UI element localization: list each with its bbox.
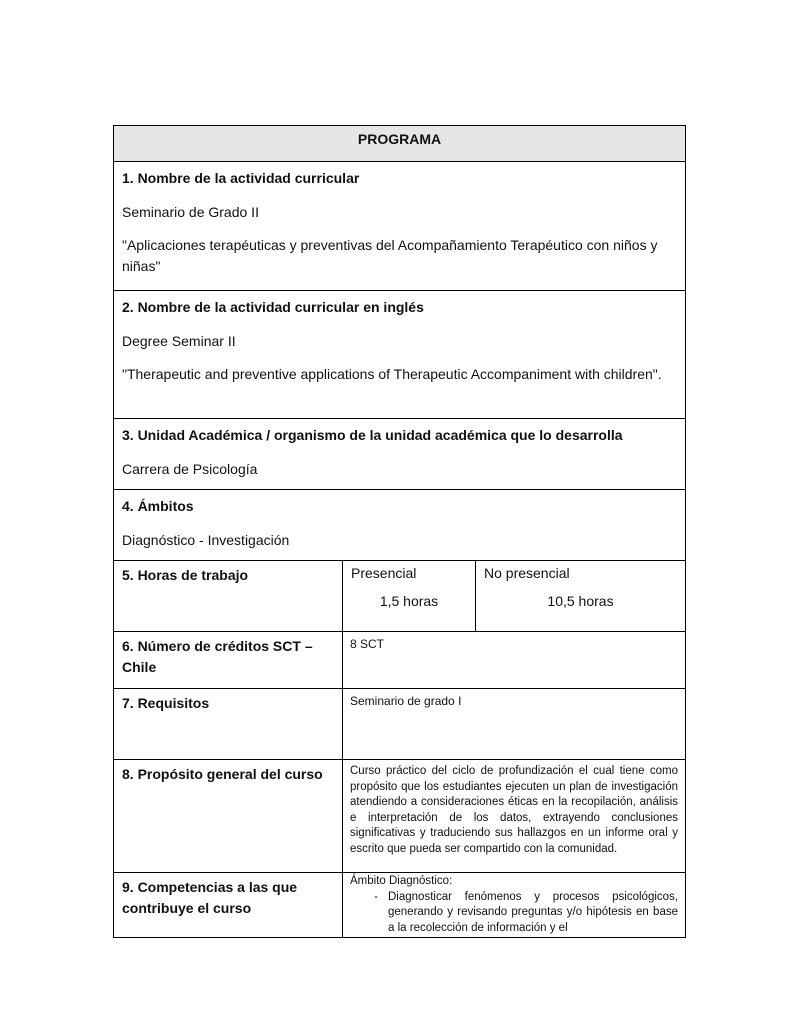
section-8-title: 8. Propósito general del curso bbox=[114, 760, 343, 872]
section-7-title: 7. Requisitos bbox=[114, 689, 343, 759]
section-2-title: 2. Nombre de la actividad curricular en inglés bbox=[122, 299, 424, 315]
hours-presencial bbox=[343, 561, 476, 631]
section-9-scope: Ámbito Diagnóstico: bbox=[350, 875, 453, 887]
hours-no-presencial-label: No presencial bbox=[484, 565, 570, 581]
program-header bbox=[114, 126, 685, 162]
section-9 bbox=[114, 873, 685, 937]
hours-no-presencial-value: 10,5 horas bbox=[547, 593, 614, 609]
section-6 bbox=[114, 632, 685, 689]
section-3-value: Carrera de Psicología bbox=[122, 461, 258, 477]
section-1-title: 1. Nombre de la actividad curricular bbox=[122, 170, 360, 186]
section-8-value: Curso práctico del ciclo de profundización el cual tiene como propósito que los estudiantes ejecuten un plan de investigación atendiendo a consideraciones éticas en la recopilación, análisis e interpretación de los datos, extrayendo conclusiones significativas y traduciendo sus hallazgos en un informe oral y escrito que pueda ser compartido con la comunidad. bbox=[350, 765, 678, 855]
section-4-value: Diagnóstico - Investigación bbox=[122, 532, 290, 548]
section-7-value: Seminario de grado I bbox=[350, 694, 462, 708]
section-5 bbox=[114, 561, 685, 632]
competency-text: Diagnosticar fenómenos y procesos psicológicos, generando y revisando preguntas y/o hipótesis en base a la recolección de información y el bbox=[388, 890, 678, 934]
section-6-title: 6. Número de créditos SCT – Chile bbox=[114, 632, 343, 688]
section-4 bbox=[114, 490, 685, 561]
section-7 bbox=[114, 689, 685, 760]
section-1-name: Seminario de Grado II bbox=[122, 204, 259, 220]
section-1 bbox=[114, 162, 685, 291]
section-8 bbox=[114, 760, 685, 873]
section-2-subtitle: "Therapeutic and preventive applications of Therapeutic Accompaniment with children". bbox=[122, 366, 662, 382]
program-header-label: PROGRAMA bbox=[357, 131, 442, 147]
section-2-name: Degree Seminar II bbox=[122, 333, 236, 349]
section-1-subtitle: "Aplicaciones terapéuticas y preventivas del Acompañamiento Terapéutico con niños y niñas" bbox=[122, 237, 658, 274]
hours-presencial-label: Presencial bbox=[351, 565, 417, 581]
list-item bbox=[364, 890, 678, 937]
section-5-title: 5. Horas de trabajo bbox=[114, 561, 343, 631]
competency-list bbox=[350, 890, 678, 937]
hours-presencial-value: 1,5 horas bbox=[379, 593, 439, 609]
hours-no-presencial bbox=[476, 561, 685, 631]
section-6-value: 8 SCT bbox=[350, 637, 385, 651]
program-table bbox=[113, 125, 686, 938]
section-9-title: 9. Competencias a las que contribuye el curso bbox=[114, 873, 343, 937]
section-4-title: 4. Ámbitos bbox=[122, 498, 194, 514]
list-bullet: - bbox=[374, 890, 378, 903]
section-3-title: 3. Unidad Académica / organismo de la unidad académica que lo desarrolla bbox=[122, 427, 623, 443]
section-2 bbox=[114, 291, 685, 419]
section-3 bbox=[114, 419, 685, 490]
